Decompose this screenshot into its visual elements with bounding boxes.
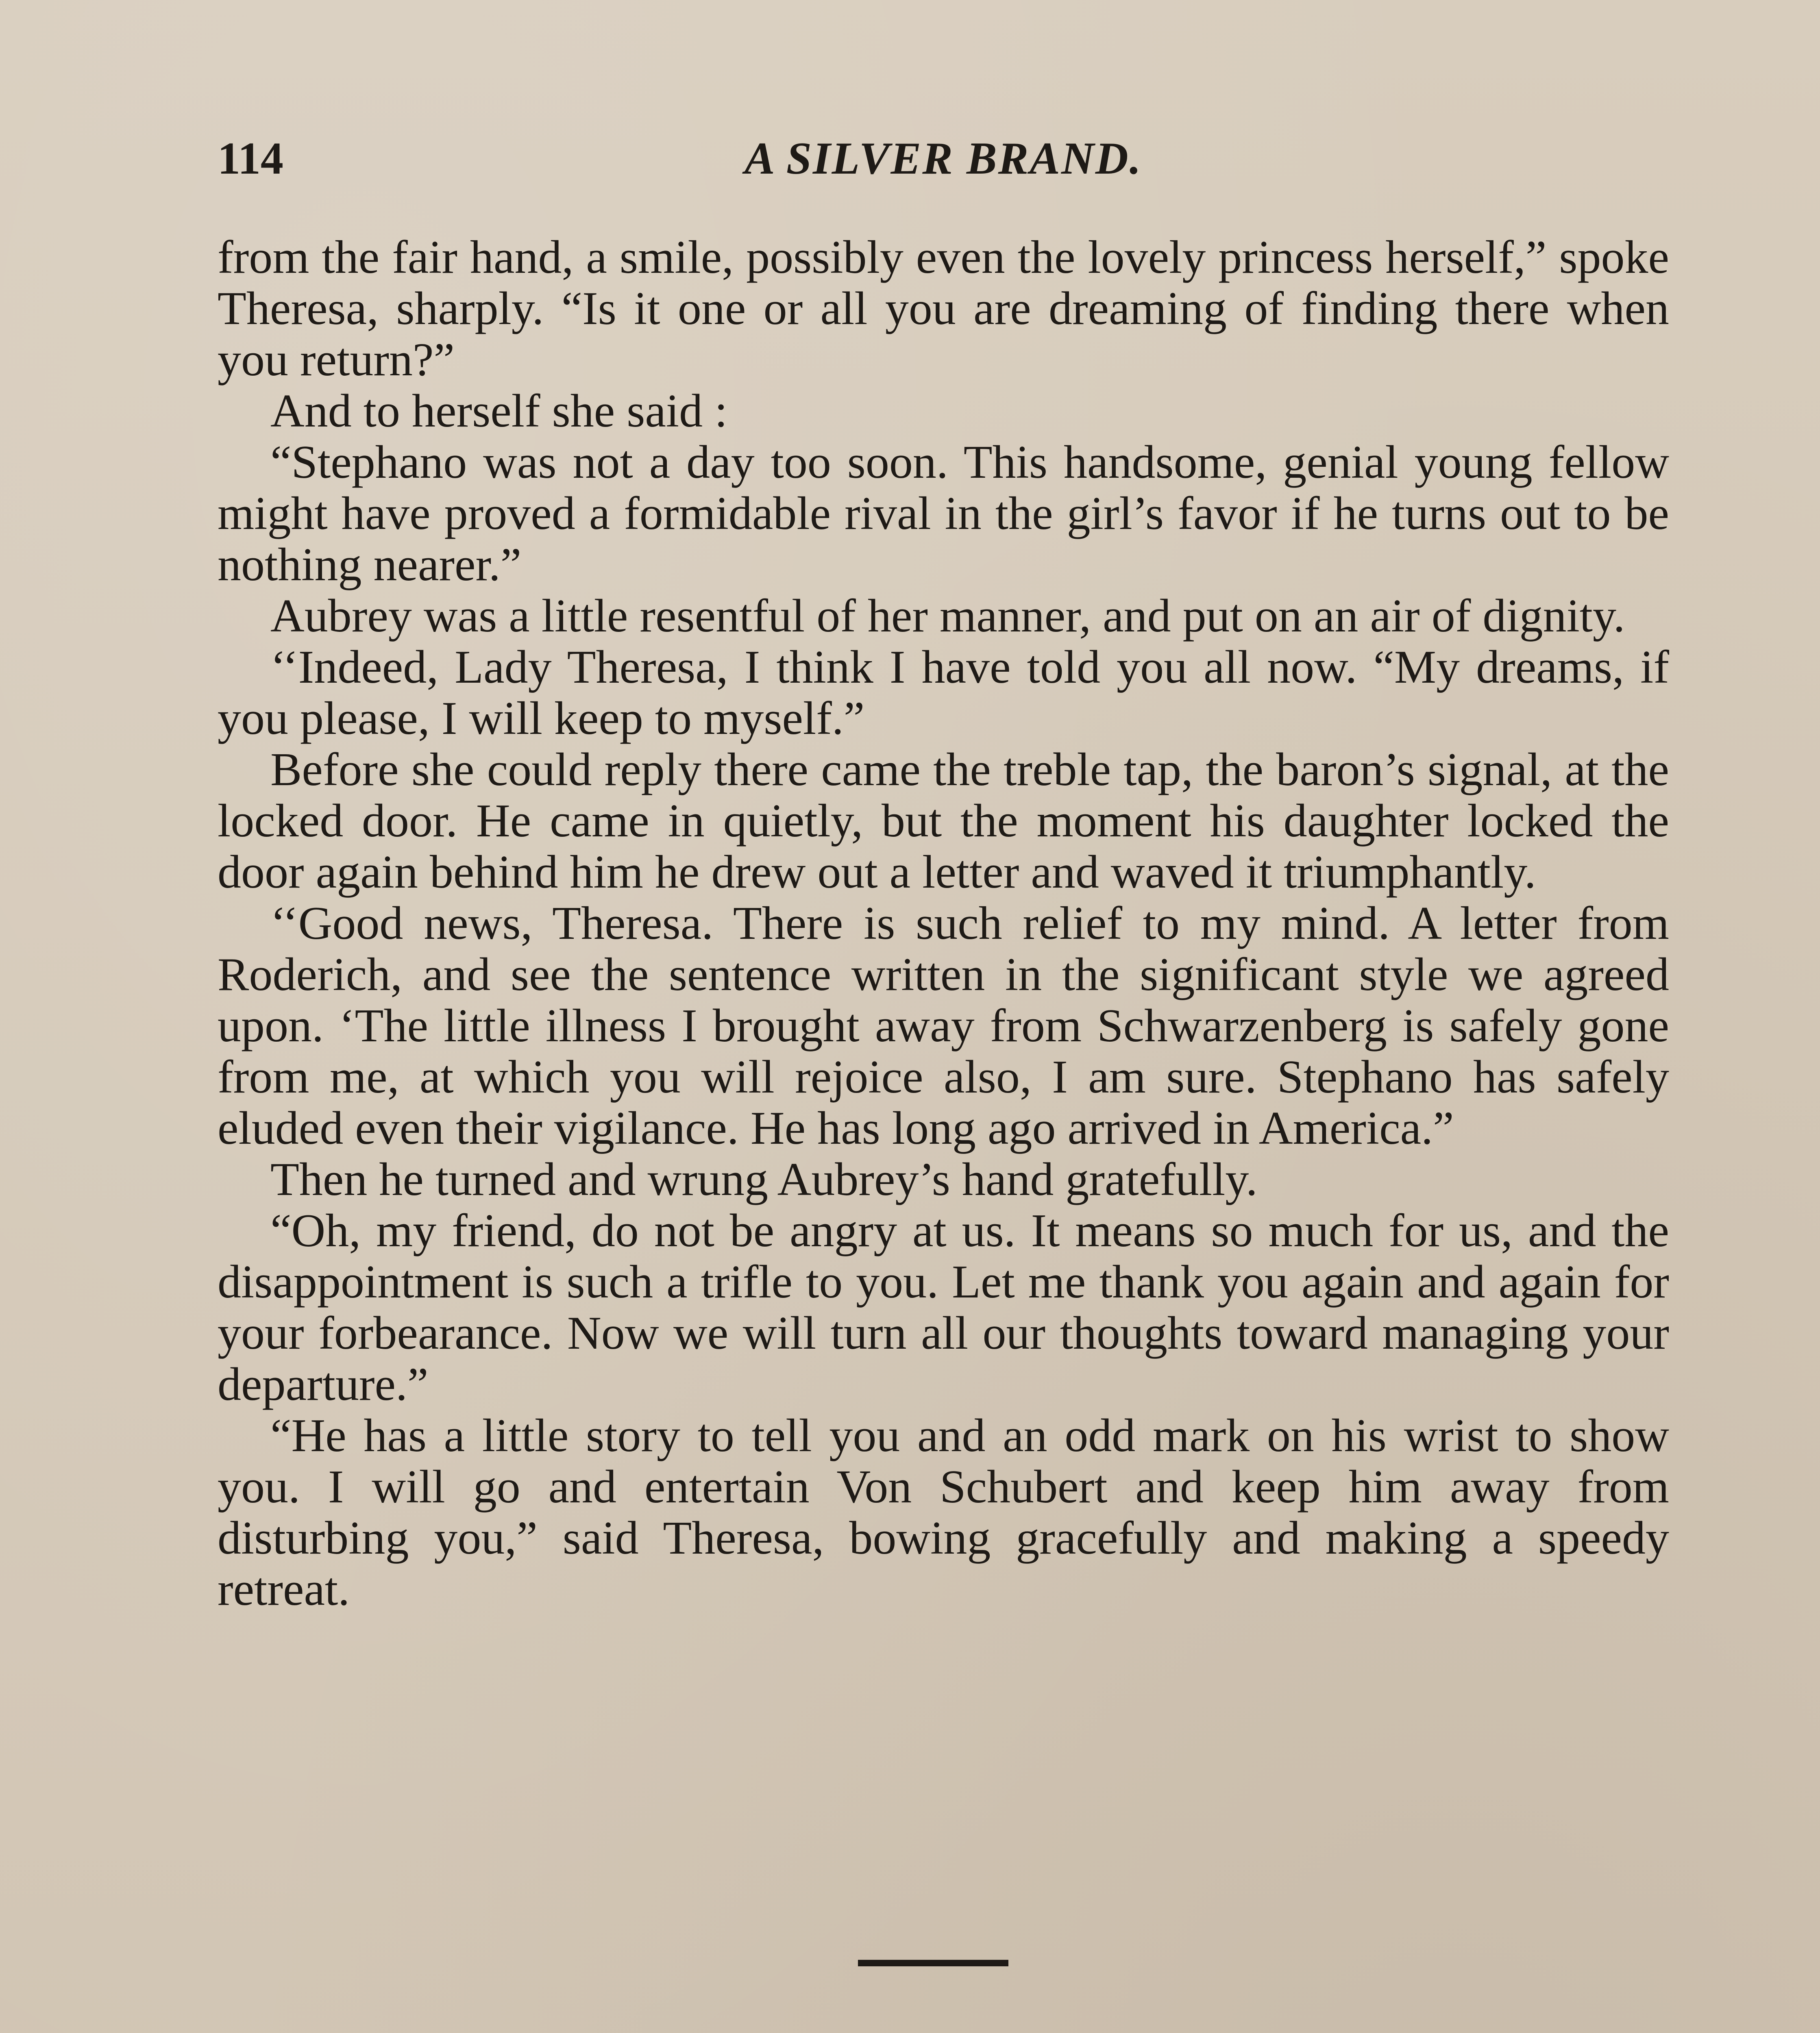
paragraph: Then he turned and wrung Aubrey’s hand gratefully.	[270, 1154, 1258, 1206]
running-head	[218, 130, 1669, 187]
body-text	[218, 232, 1669, 1615]
paragraph: And to herself she said :	[270, 385, 728, 437]
paragraph: “Stephano was not a day too soon. This handsome, genial young fellow might have proved a formidable rival in the girl’s favor if he turns out to be nothing nearer.”	[218, 436, 1669, 591]
page-number: 114	[218, 133, 283, 184]
paragraph: “He has a little story to tell you and an odd mark on his wrist to show you. I will go and entertain Von Schubert and keep him away from disturbing you,” said Theresa, bowing gracefully and making a speedy retreat.	[218, 1410, 1669, 1615]
paragraph: Before she could reply there came the treble tap, the baron’s signal, at the locked door. He came in quietly, but the moment his daughter locked the door again behind him he drew out a letter and waved it triumphantly.	[218, 744, 1669, 898]
paragraph: ‘‘Good news, Theresa. There is such relief to my mind. A letter from Roderich, and see the sentence written in the significant style we agreed upon. ‘The little illness I brought away from Schwarzenberg is safely gone from me, at which you will rejoice also, I am sure. Stephano has safely eluded even their vigilance. He has long ago arrived in America.”	[218, 897, 1669, 1154]
paragraph: “Oh, my friend, do not be angry at us. It means so much for us, and the disappointment is such a trifle to you. Let me thank you again and again for your forbearance. Now we will turn all our thoughts toward managing your departure.”	[218, 1205, 1669, 1410]
paragraph: ‘‘Indeed, Lady Theresa, I think I have told you all now. “My dreams, if you please, I will keep to myself.”	[218, 641, 1669, 744]
book-title: A SILVER BRAND.	[745, 133, 1142, 184]
paragraph: from the fair hand, a smile, possibly even the lovely princess herself,” spoke Theresa, sharply. “Is it one or all you are dreaming of finding there when you return?”	[218, 231, 1669, 386]
paragraph: Aubrey was a little resentful of her manner, and put on an air of dignity.	[270, 590, 1625, 642]
section-divider	[858, 1960, 1008, 1966]
